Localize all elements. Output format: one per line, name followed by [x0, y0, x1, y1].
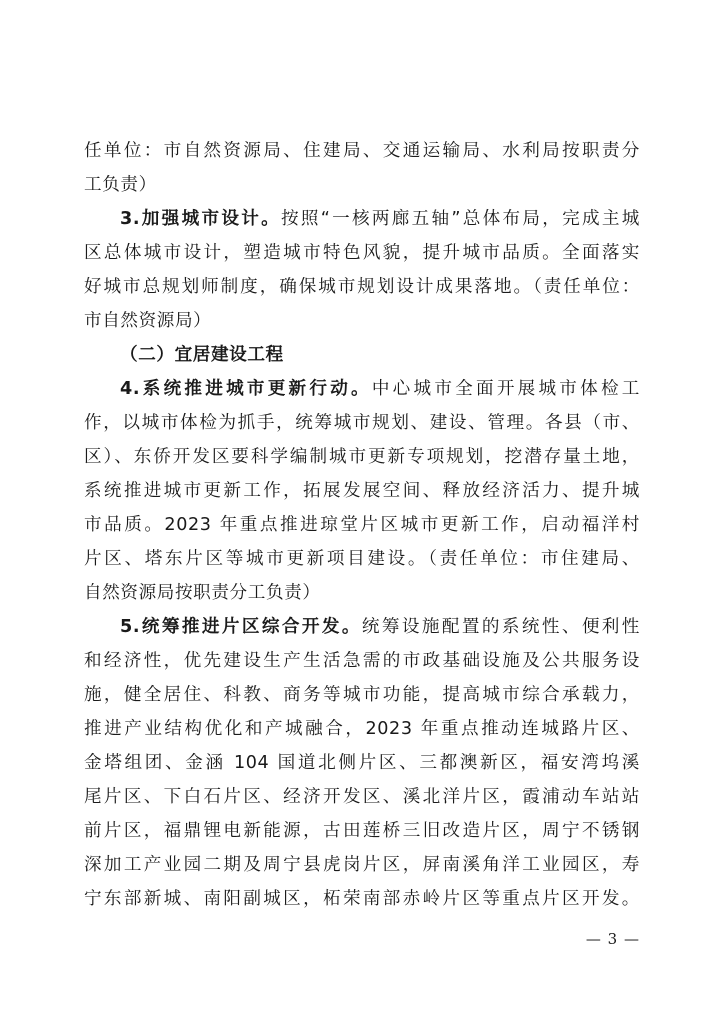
text-line — [84, 780, 640, 814]
line-text: 尾片区、下白石片区、经济开发区、溪北洋片区，霞浦动车站站 — [84, 787, 640, 807]
text-line — [84, 542, 640, 576]
line-text: 区总体城市设计，塑造城市特色风貌，提升城市品质。全面落实 — [84, 243, 640, 263]
line-text: 金塔组团、金涵 104 国道北侧片区、三都澳新区，福安湾坞溪 — [84, 753, 640, 773]
line-text: 工负责） — [84, 175, 157, 195]
text-line — [84, 644, 640, 678]
line-text: 统筹设施配置的系统性、便利性 — [361, 617, 640, 637]
text-line — [84, 406, 640, 440]
line-text: 前片区，福鼎锂电新能源，古田莲桥三旧改造片区，周宁不锈钢 — [84, 821, 640, 841]
text-line — [84, 134, 640, 168]
line-text: 片区、塔东片区等城市更新项目建设。（责任单位：市住建局、 — [84, 549, 640, 569]
line-text: 市自然资源局） — [84, 311, 212, 331]
line-text: 中心城市全面开展城市体检工 — [371, 379, 640, 399]
text-line — [84, 712, 640, 746]
text-line — [84, 746, 640, 780]
page-number: — 3 — — [585, 930, 640, 948]
text-line — [84, 474, 640, 508]
bold-heading: 5.统筹推进片区综合开发。 — [120, 617, 362, 637]
line-text: 自然资源局按职责分工负责） — [84, 583, 321, 603]
text-line — [84, 814, 640, 848]
bold-heading: （二）宜居建设工程 — [120, 345, 284, 365]
line-text: 区）、东侨开发区要科学编制城市更新专项规划，挖潜存量土地， — [84, 447, 640, 467]
text-line — [84, 882, 640, 916]
line-text: 推进产业结构优化和产城融合，2023 年重点推动连城路片区、 — [84, 719, 640, 739]
text-line — [84, 372, 640, 406]
bold-heading: 4.系统推进城市更新行动。 — [120, 379, 372, 399]
text-line — [84, 848, 640, 882]
line-text: 任单位：市自然资源局、住建局、交通运输局、水利局按职责分 — [84, 141, 640, 161]
text-line — [84, 168, 640, 202]
line-text: 作，以城市体检为抓手，统筹城市规划、建设、管理。各县（市、 — [84, 413, 640, 433]
text-line — [84, 304, 640, 338]
line-text: 按照“一核两廊五轴”总体布局，完成主城 — [280, 209, 641, 229]
line-text: 系统推进城市更新工作，拓展发展空间、释放经济活力、提升城 — [84, 481, 640, 501]
text-line — [84, 576, 640, 610]
text-line — [84, 508, 640, 542]
line-text: 和经济性，优先建设生产生活急需的市政基础设施及公共服务设 — [84, 651, 640, 671]
text-line — [84, 236, 640, 270]
line-text: 施，健全居住、科教、商务等城市功能，提高城市综合承载力， — [84, 685, 640, 705]
bold-heading: 3.加强城市设计。 — [120, 209, 281, 229]
line-text: 深加工产业园二期及周宁县虎岗片区，屏南溪角洋工业园区，寿 — [84, 855, 640, 875]
line-text: 宁东部新城、南阳副城区，柘荣南部赤岭片区等重点片区开发。 — [84, 889, 640, 909]
line-text: 市品质。2023 年重点推进琼堂片区城市更新工作，启动福洋村 — [84, 515, 640, 535]
text-line — [84, 270, 640, 304]
text-line — [84, 678, 640, 712]
text-line — [84, 610, 640, 644]
text-line — [84, 440, 640, 474]
text-line — [84, 202, 640, 236]
line-text: 好城市总规划师制度，确保城市规划设计成果落地。（责任单位： — [84, 277, 640, 297]
text-line — [84, 338, 640, 372]
document-body — [84, 134, 640, 916]
